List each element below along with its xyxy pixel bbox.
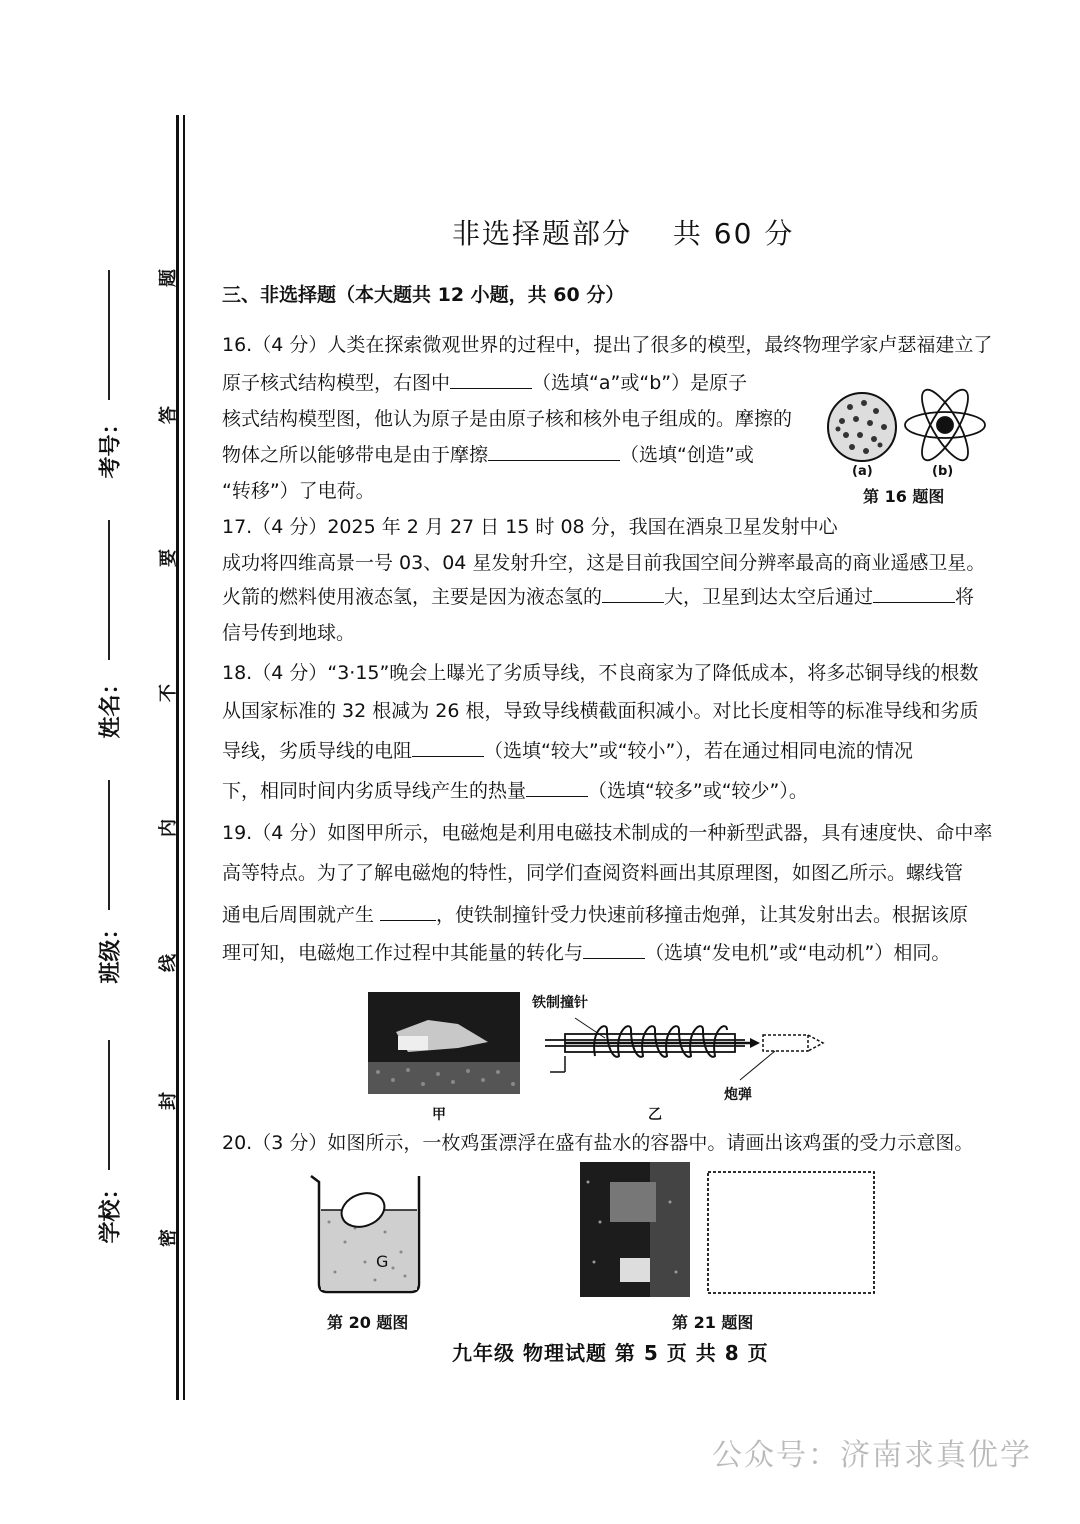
xingming-blank: [108, 520, 110, 660]
q18-blank-1[interactable]: [412, 738, 484, 757]
q17-blank-2[interactable]: [873, 584, 955, 603]
q16-line-1: 16.（4 分）人类在探索微观世界的过程中，提出了很多的模型，最终物理学家卢瑟福建立了: [222, 334, 993, 356]
railgun-schematic: [545, 1010, 830, 1100]
q19-blank-2[interactable]: [583, 940, 645, 959]
label-shell: 炮弹: [724, 1087, 752, 1103]
margin-rule-outer: [176, 115, 179, 1400]
q20-line-1: 20.（3 分）如图所示，一枚鸡蛋漂浮在盛有盐水的容器中。请画出该鸡蛋的受力示意图。: [222, 1132, 974, 1154]
margin-rule-inner: [183, 115, 185, 1400]
seal-char-8: 密: [158, 1229, 179, 1247]
page-title: 非选择题部分 共 60 分: [452, 217, 795, 250]
banji-blank: [108, 780, 110, 910]
nuclear-model: [905, 384, 985, 466]
section-heading: 三、非选择题（本大题共 12 小题，共 60 分）: [222, 284, 625, 306]
q16-line-3: 核式结构模型图，他认为原子是由原子核和核外电子组成的。摩擦的: [222, 408, 793, 430]
q21-photo: [580, 1162, 690, 1297]
q17-line-3: 火箭的燃料使用液态氢，主要是因为液态氢的 大，卫星到达太空后通过 将: [222, 586, 975, 608]
q20-caption: 第 20 题图: [327, 1313, 409, 1332]
q20-label-g: G: [376, 1252, 389, 1271]
q16-line-5: “转移”）了电荷。: [222, 480, 375, 502]
kaohao-blank: [108, 270, 110, 400]
q16-label-a: (a): [852, 464, 873, 479]
seal-char-3: 要: [158, 549, 179, 567]
q16-caption: 第 16 题图: [863, 487, 945, 506]
q17-blank-1[interactable]: [602, 584, 664, 603]
q19-blank-1[interactable]: [380, 902, 436, 921]
seal-char-6: 线: [158, 954, 179, 972]
q19-line-3: 通电后周围就产生 ，使铁制撞针受力快速前移撞击炮弹，让其发射出去。根据该原: [222, 904, 969, 926]
kaohao-label: 考号：: [98, 412, 124, 479]
atom-model-figure: [820, 375, 990, 485]
label-yi: 乙: [648, 1107, 662, 1123]
page-footer: 九年级 物理试题 第 5 页 共 8 页: [452, 1341, 769, 1365]
watermark: 公众号：济南求真优学: [712, 1438, 1032, 1473]
label-jia: 甲: [432, 1107, 446, 1123]
q21-caption: 第 21 题图: [672, 1313, 754, 1332]
q21-answer-box[interactable]: [706, 1170, 876, 1295]
q19-line-4: 理可知，电磁炮工作过程中其能量的转化与 （选填“发电机”或“电动机”）相同。: [222, 942, 951, 964]
q16-line-2: 原子核式结构模型，右图中 （选填“a”或“b”）是原子: [222, 372, 748, 394]
q17-line-1: 17.（4 分）2025 年 2 月 27 日 15 时 08 分，我国在酒泉卫星发射中心: [222, 516, 838, 538]
q17-line-2: 成功将四维高景一号 03、04 星发射升空，这是目前我国空间分辨率最高的商业遥感卫星。: [222, 552, 986, 574]
seal-char-2: 答: [158, 406, 179, 424]
plum-pudding-model: [828, 393, 896, 461]
q18-line-3: 导线，劣质导线的电阻 （选填“较大”或“较小”），若在通过相同电流的情况: [222, 740, 913, 762]
q18-line-2: 从国家标准的 32 根减为 26 根，导致导线横截面积减小。对比长度相等的标准导线和劣质: [222, 700, 979, 722]
q16-label-b: (b): [932, 464, 954, 479]
q18-line-4: 下，相同时间内劣质导线产生的热量 （选填“较多”或“较少”）。: [222, 780, 808, 802]
q19-line-1: 19.（4 分）如图甲所示，电磁炮是利用电磁技术制成的一种新型武器，具有速度快、命中率: [222, 822, 993, 844]
q17-line-4: 信号传到地球。: [222, 622, 356, 644]
q16-blank-2[interactable]: [488, 442, 620, 461]
label-needle: 铁制撞针: [532, 995, 588, 1011]
xuexiao-blank: [108, 1040, 110, 1170]
q18-line-1: 18.（4 分）“3·15”晚会上曝光了劣质导线，不良商家为了降低成本，将多芯铜导线的根数: [222, 662, 979, 684]
beaker-egg-figure: [305, 1172, 430, 1298]
q16-blank-1[interactable]: [450, 370, 532, 389]
banji-label: 班级：: [98, 917, 124, 984]
seal-char-5: 内: [158, 819, 179, 837]
q19-line-2: 高等特点。为了了解电磁炮的特性，同学们查阅资料画出其原理图，如图乙所示。螺线管: [222, 862, 964, 884]
seal-char-1: 题: [158, 269, 179, 287]
q18-blank-2[interactable]: [526, 778, 588, 797]
xingming-label: 姓名：: [98, 672, 124, 739]
seal-char-4: 不: [158, 684, 179, 702]
xuexiao-label: 学校：: [98, 1177, 124, 1244]
railgun-photo: [368, 992, 520, 1094]
seal-char-7: 封: [158, 1092, 179, 1110]
q16-line-4: 物体之所以能够带电是由于摩擦 （选填“创造”或: [222, 444, 754, 466]
